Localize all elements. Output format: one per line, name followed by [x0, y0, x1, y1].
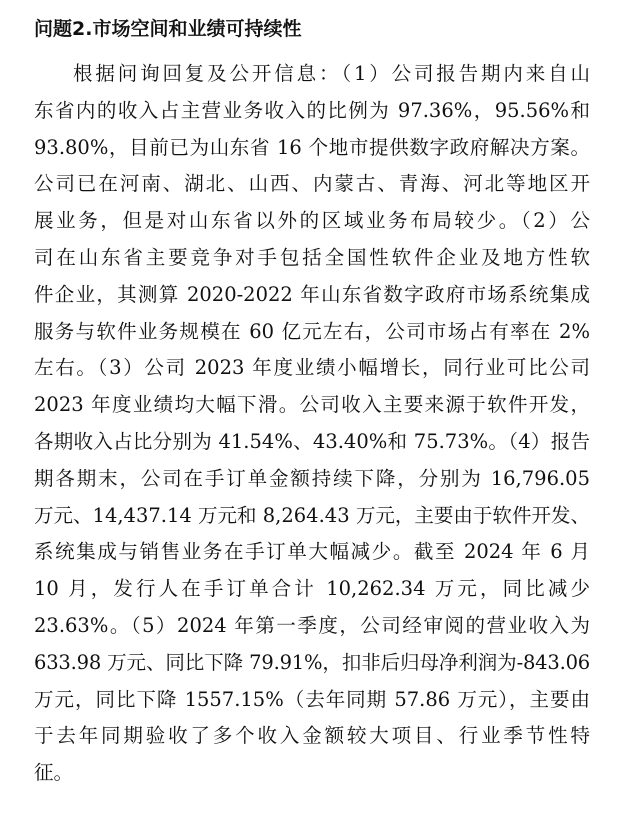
- paragraph-line: 公司已在河南、湖北、山西、内蒙古、青海、河北等地区开: [34, 172, 590, 196]
- paragraph-line: 系统集成与销售业务在手订单大幅减少。截至 2024 年 6 月: [34, 540, 590, 564]
- paragraph-line: 万元，同比下降 1557.15%（去年同期 57.86 万元），主要由: [34, 687, 590, 711]
- body-paragraph: [34, 56, 590, 792]
- paragraph-line: 左右。（3）公司 2023 年度业绩小幅增长，同行业可比公司: [34, 356, 590, 380]
- paragraph-line: 征。: [34, 761, 74, 785]
- paragraph-line: 633.98 万元、同比下降 79.91%，扣非后归母净利润为-843.06: [34, 650, 590, 674]
- paragraph-line: 10 月，发行人在手订单合计 10,262.34 万元，同比减少: [34, 577, 590, 601]
- paragraph-line: 根据问询回复及公开信息：（1）公司报告期内来自山: [73, 62, 590, 85]
- paragraph-line: 东省内的收入占主营业务收入的比例为 97.36%，95.56%和: [34, 98, 590, 122]
- paragraph-line: 展业务，但是对山东省以外的区域业务布局较少。（2）公: [34, 209, 590, 233]
- paragraph-line: 期各期末，公司在手订单金额持续下降，分别为 16,796.05: [34, 466, 590, 490]
- paragraph-line: 件企业，其测算 2020-2022 年山东省数字政府市场系统集成: [34, 282, 590, 306]
- paragraph-line: 于去年同期验收了多个收入金额较大项目、行业季节性特: [34, 724, 590, 748]
- paragraph-line: 服务与软件业务规模在 60 亿元左右，公司市场占有率在 2%: [34, 319, 590, 343]
- paragraph-line: 各期收入占比分别为 41.54%、43.40%和 75.73%。（4）报告: [34, 429, 590, 453]
- paragraph-line: 2023 年度业绩均大幅下滑。公司收入主要来源于软件开发，: [34, 393, 590, 417]
- paragraph-line: 23.63%。（5）2024 年第一季度，公司经审阅的营业收入为: [34, 613, 590, 637]
- paragraph-line: 万元、14,437.14 万元和 8,264.43 万元，主要由于软件开发、: [34, 503, 590, 527]
- paragraph-line: 93.80%，目前已为山东省 16 个地市提供数字政府解决方案。: [34, 135, 590, 159]
- section-heading: 问题2.市场空间和业绩可持续性: [34, 18, 302, 40]
- paragraph-line: 司在山东省主要竞争对手包括全国性软件企业及地方性软: [34, 245, 590, 269]
